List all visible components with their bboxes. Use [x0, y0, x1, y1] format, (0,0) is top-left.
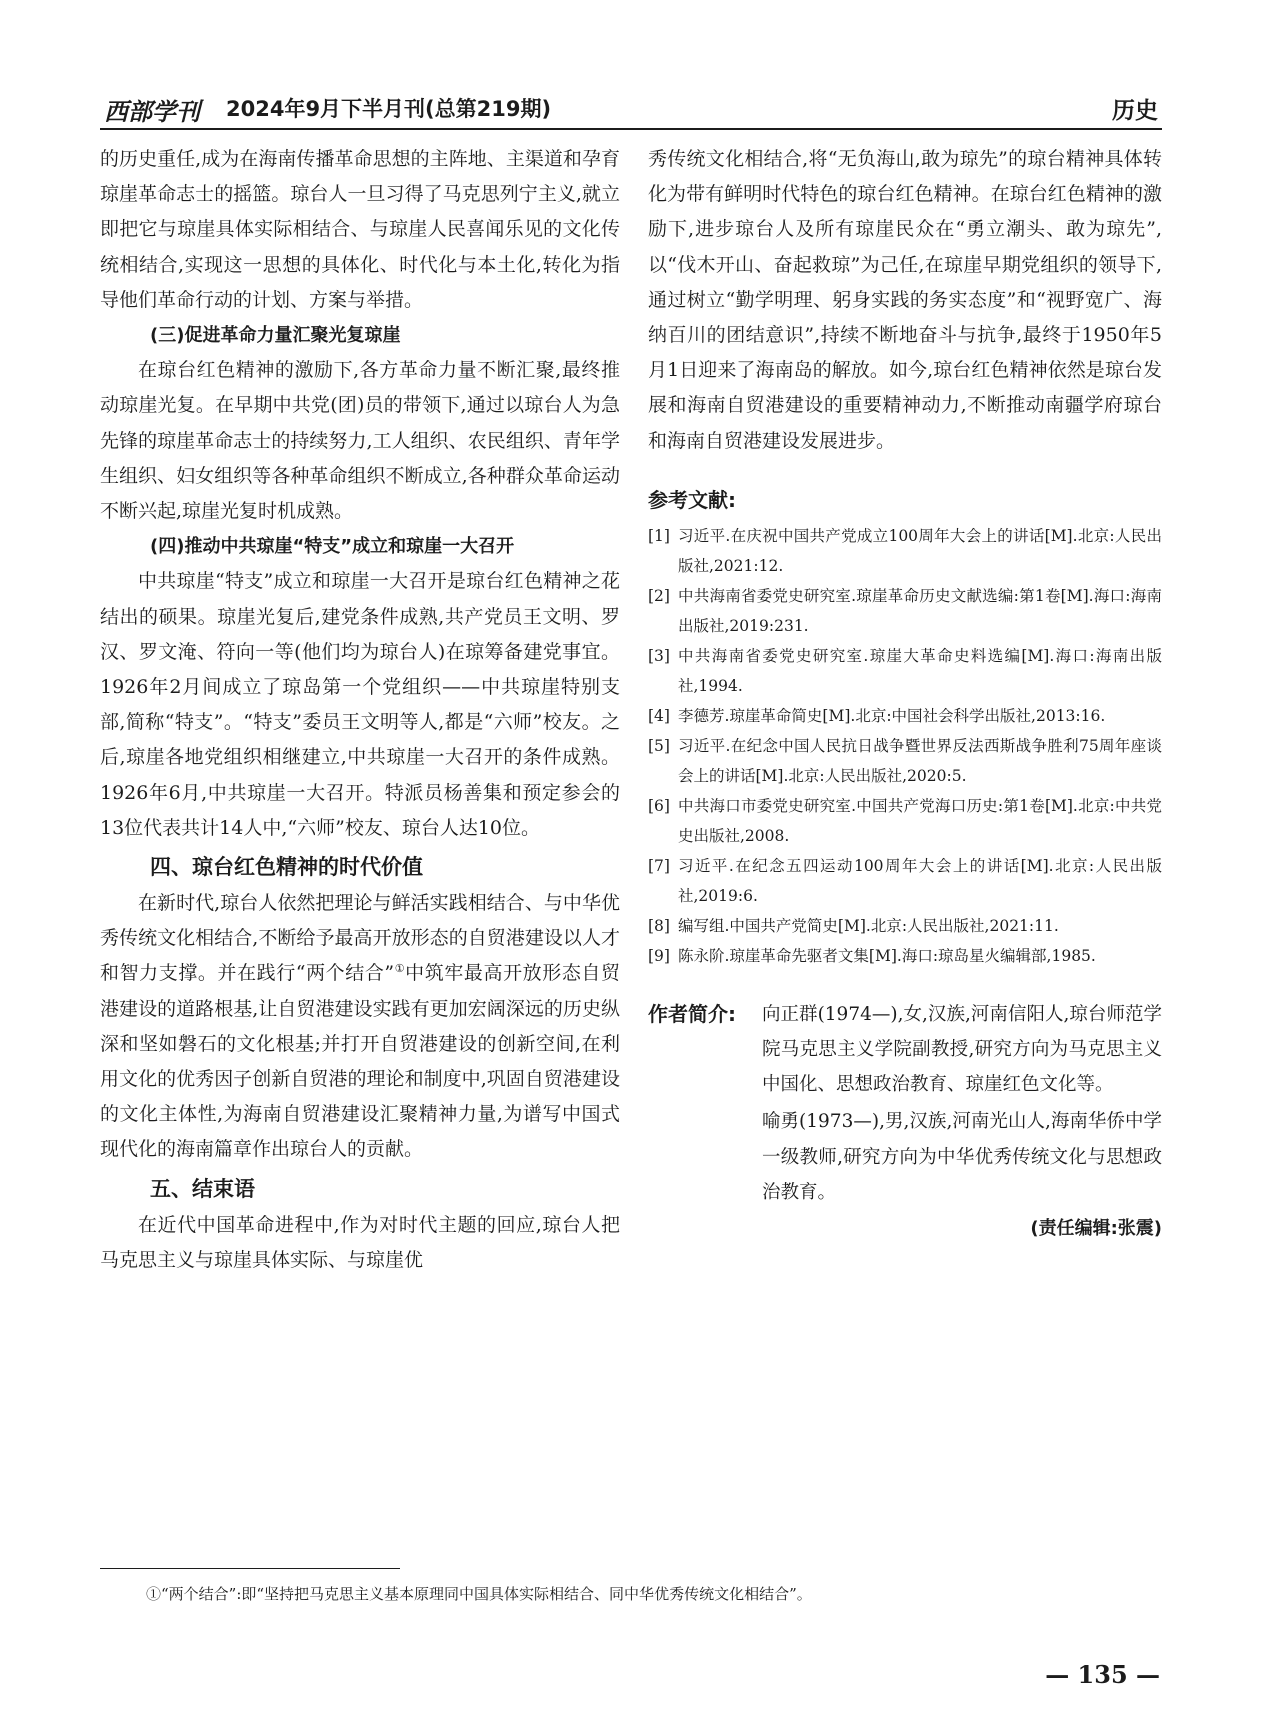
subsection-heading: (三)促进革命力量汇聚光复琼崖: [150, 325, 401, 347]
reference-item: [648, 581, 1162, 641]
page-header: [100, 88, 1162, 130]
section-heading: 四、琼台红色精神的时代价值: [150, 855, 423, 880]
reference-item: [648, 731, 1162, 791]
reference-number: [6]: [648, 796, 670, 815]
reference-text: 习近平.在庆祝中国共产党成立100周年大会上的讲话[M].北京:人民出版社,2021:12.: [678, 526, 1162, 575]
author-bio: 向正群(1974—),女,汉族,河南信阳人,琼台师范学院马克思主义学院副教授,研究方向为马克思主义中国化、思想政治教育、琼崖红色文化等。: [762, 1003, 1162, 1096]
left-column: [100, 142, 620, 1278]
reference-number: [3]: [648, 646, 670, 665]
footnote-divider: [100, 1568, 400, 1569]
reference-number: [1]: [648, 526, 670, 545]
reference-item: [648, 701, 1162, 731]
reference-text: 中共海南省委党史研究室.琼崖革命历史文献选编:第1卷[M].海口:海南出版社,2019:231.: [678, 586, 1162, 635]
body-paragraph: 在琼台红色精神的激励下,各方革命力量不断汇聚,最终推动琼崖光复。在早期中共党(团)员的带领下,通过以琼台人为急先锋的琼崖革命志士的持续努力,工人组织、农民组织、青年学生组织、妇女组织等各种革命组织不断成立,各种群众革命运动不断兴起,琼崖光复时机成熟。: [100, 359, 620, 523]
subsection-heading: (四)推动中共琼崖“特支”成立和琼崖一大召开: [150, 536, 515, 558]
reference-text: 编写组.中国共产党简史[M].北京:人民出版社,2021:11.: [678, 916, 1059, 935]
body-paragraph: [100, 886, 620, 1168]
section-label: 历史: [1112, 98, 1158, 124]
reference-text: 中共海口市委党史研究室.中国共产党海口历史:第1卷[M].北京:中共党史出版社,2008.: [678, 796, 1162, 845]
body-paragraph: 的历史重任,成为在海南传播革命思想的主阵地、主渠道和孕育琼崖革命志士的摇篮。琼台人一旦习得了马克思列宁主义,就立即把它与琼崖具体实际相结合、与琼崖人民喜闻乐见的文化传统相结合,实现这一思想的具体化、时代化与本土化,转化为指导他们革命行动的计划、方案与举措。: [100, 148, 620, 311]
reference-number: [4]: [648, 706, 670, 725]
reference-text: 中共海南省委党史研究室.琼崖大革命史料选编[M].海口:海南出版社,1994.: [678, 646, 1162, 695]
references-title: 参考文献:: [648, 487, 736, 512]
paragraph-text: 中筑牢最高开放形态自贸港建设的道路根基,让自贸港建设实践有更加宏阔深远的历史纵深和坚如磐石的文化根基;并打开自贸港建设的创新空间,在利用文化的优秀因子创新自贸港的理论和制度中,巩固自贸港建设的文化主体性,为海南自贸港建设汇聚精神力量,为谱写中国式现代化的海南篇章作出琼台人的贡献。: [100, 962, 620, 1161]
reference-text: 习近平.在纪念中国人民抗日战争暨世界反法西斯战争胜利75周年座谈会上的讲话[M].北京:人民出版社,2020:5.: [678, 736, 1162, 785]
reference-item: [648, 851, 1162, 911]
body-paragraph: 在近代中国革命进程中,作为对时代主题的回应,琼台人把马克思主义与琼崖具体实际、与琼崖优: [100, 1213, 620, 1271]
author-bios: [762, 997, 1162, 1210]
reference-number: [2]: [648, 586, 670, 605]
body-paragraph: 中共琼崖“特支”成立和琼崖一大召开是琼台红色精神之花结出的硕果。琼崖光复后,建党条件成熟,共产党员王文明、罗汉、罗文淹、符向一等(他们均为琼台人)在琼筹备建党事宜。1926年2月间成立了琼岛第一个党组织——中共琼崖特别支部,简称“特支”。“特支”委员王文明等人,都是“六师”校友。之后,琼崖各地党组织相继建立,中共琼崖一大召开的条件成熟。1926年6月,中共琼崖一大召开。特派员杨善集和预定参会的13位代表共计14人中,“六师”校友、琼台人达10位。: [100, 570, 620, 839]
reference-item: [648, 791, 1162, 851]
reference-number: [9]: [648, 946, 670, 965]
section-heading: 五、结束语: [150, 1176, 255, 1201]
footnote-marker[interactable]: ①: [394, 962, 406, 976]
reference-item: [648, 641, 1162, 701]
author-info: [648, 997, 1162, 1210]
reference-number: [5]: [648, 736, 670, 755]
reference-text: 习近平.在纪念五四运动100周年大会上的讲话[M].北京:人民出版社,2019:6.: [678, 856, 1162, 905]
references-list: [648, 521, 1162, 971]
journal-logo: 西部学刊: [104, 97, 200, 126]
reference-item: [648, 521, 1162, 581]
reference-item: [648, 941, 1162, 971]
paragraph-text: 在新时代,琼台人依然把理论与鲜活实践相结合、与中华优秀传统文化相结合,不断给予最高开放形态的自贸港建设以人才和智力支撑。并在践行“两个结合”: [100, 892, 620, 985]
page-number: — 135 —: [1045, 1660, 1160, 1689]
body-paragraph: 秀传统文化相结合,将“无负海山,敢为琼先”的琼台精神具体转化为带有鲜明时代特色的琼台红色精神。在琼台红色精神的激励下,进步琼台人及所有琼崖民众在“勇立潮头、敢为琼先”,以“伐木开山、奋起救琼”为己任,在琼崖早期党组织的领导下,通过树立“勤学明理、躬身实践的务实态度”和“视野宽广、海纳百川的团结意识”,持续不断地奋斗与抗争,最终于1950年5月1日迎来了海南岛的解放。如今,琼台红色精神依然是琼台发展和海南自贸港建设的重要精神动力,不断推动南疆学府琼台和海南自贸港建设发展进步。: [648, 148, 1162, 452]
reference-number: [7]: [648, 856, 670, 875]
author-bio: 喻勇(1973—),男,汉族,河南光山人,海南华侨中学一级教师,研究方向为中华优秀传统文化与思想政治教育。: [762, 1111, 1162, 1203]
reference-text: 李德芳.琼崖革命简史[M].北京:中国社会科学出版社,2013:16.: [678, 706, 1106, 725]
reference-number: [8]: [648, 916, 670, 935]
footnote: ①“两个结合”:即“坚持把马克思主义基本原理同中国具体实际相结合、同中华优秀传统文化相结合”。: [146, 1585, 812, 1603]
author-label: 作者简介:: [648, 1001, 736, 1026]
responsible-editor: (责任编辑:张震): [1030, 1218, 1162, 1240]
reference-text: 陈永阶.琼崖革命先驱者文集[M].海口:琼岛星火编辑部,1985.: [678, 946, 1096, 965]
right-column: [648, 142, 1162, 1246]
reference-item: [648, 911, 1162, 941]
issue-info: 2024年9月下半月刊(总第219期): [226, 97, 552, 121]
